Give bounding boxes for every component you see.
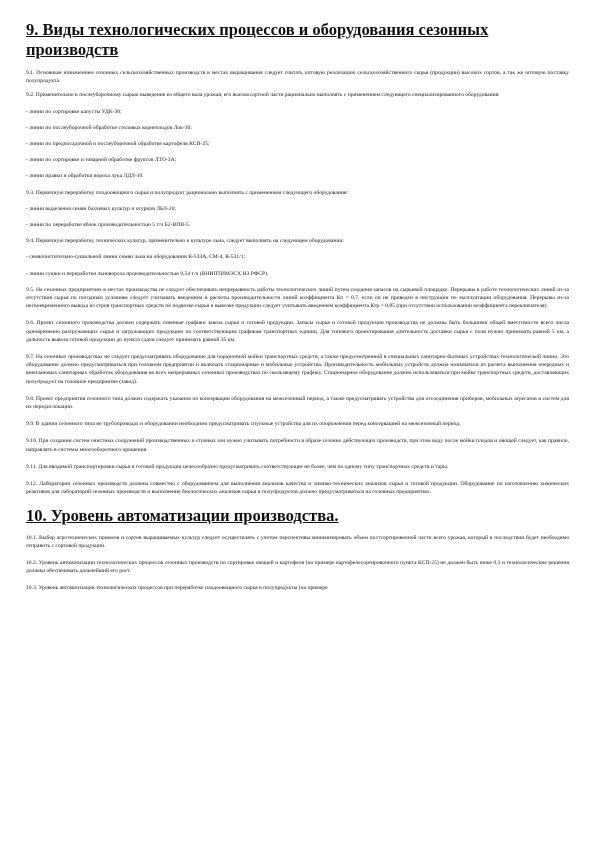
paragraph-9-5: 9.5. На сезонных предприятиях в местах производства не следует обеспечивать непрерывность работы технологических линий путем создания запасов на сырьевой площадке. Перерывы в работе технологических линий из-за отсутствия сырья по погодным условиям следует учитывать введением в расчеты производительности линий коэффициента Кп = 0,7, если он не приведен в инструкции по эксплуатации оборудования. Перерывы из-за несвоевременного вывода из строя транспортных средств по подвозке сырья и вывозке продукции следует учитывать введением коэффициента Ктр = 0,85 (при отсутствии использовании коэффициента переключателя).: [26, 286, 569, 310]
paragraph-10-1: 10.1. Выбор агротехнических приемов и сортов выращиваемых культур следует осуществлять с учетом перспективы минимизировать объем постсортировочной части всего урожая, который в последствии будет необходимо отправить с сортовой продукции.: [26, 534, 569, 549]
paragraph-9-1: 9.1. Основным назначением сезонных сельскохозяйственных производств в местах выращивания следует считать оптовую реализацию сельскохозяйственного сырья (продукции) высоких сортов, а так же оптовую поставку полупродукта.: [26, 70, 569, 85]
list-item: - линии по переработке яблок производительностью 5 т/ч Б2-ВПЯ-5.: [26, 222, 191, 229]
paragraph-9-2: 9.2. Применительно к послеуборочному сырью выведение из общего вала урожая, его высокосортной части рационально выполнять с применением следующего специализированного оборудования:: [26, 92, 500, 99]
list-item: - линии по послеуборочной обработке столовых корнеплодов Лок-30;: [26, 124, 192, 131]
list-item: - линии сушки и переработки льновороха производительностью 0,54 т/ч (ВНИПТИМЭСХ НЗ РФСР).: [26, 270, 269, 277]
paragraph-9-7: 9.7. На сезонных производствах не следует предусматривать оборудование для порционной мойки транспортных средств, а также предусмотренной в специальных санитарно-бытовых устройствах технологической линии. Это оборудование должно предусматриваться при головном предприятии и включать стационарные и мобильные устройства. Производительность мобильных устройств должна назначаться из расчета выполнения очередных и внеплановых санитарных обработок оборудования во всех непрерывных сезонных производствах по скользящему графику. Стационарное оборудование должно использоваться при мойке транспортных средств, доставляющих полупродукт на головное предприятие (завод).: [26, 354, 569, 385]
paragraph-9-10: 9.10. При создании систем очистных сооружений производственных и сточных зон нужно учитывать потребности в образе сезонно действующих производств, при этом воду после мойки плодов и овощей следует, как правило, направлять в системы многооборотного орошения.: [26, 438, 569, 453]
paragraph-9-12: 9.12. Лаборатории сезонных производств должны совместно с оборудованием для выполнения анализов качества и химико-технических анализов сырья и готовой продукции. Оборудование по изготовлению химических реактивов для лабораторий сезонных производств и выполнение биологических анализов сырья и полупродуктов должно предусматриваться на головных предприятиях.: [26, 481, 569, 496]
paragraph-10-2: 10.2. Уровень автоматизации технологических процессов сезонных производств по сортировке овощей и картофеля (на примере картофелесортировочного пункта КСП-25) не должен быть ниже 0,3 и технологические решения должны обеспечивать дальнейший его рост.: [26, 559, 569, 575]
paragraph-9-9: 9.9. В здании сезонного типа не трубопроводах и оборудовании необходимо предусматривать спускные устройства для их опорожнения перед консервацией на межсезонный период.: [26, 421, 461, 428]
paragraph-9-8: 9.8. Проект предприятия сезонного типа должен содержать указания по консервации оборудования на межсезонный период, а также предусматривать устройства для отсоединения приборов, мобильных агрегатов и систем для их передислокации.: [26, 395, 569, 411]
paragraph-9-4: 9.4. Первичную переработку технических культур, применительно к культуре льна, следует выполнять на следующем оборудовании:: [26, 238, 344, 245]
paragraph-9-6: 9.6. Проект сезонного производства должен содержать сменные графики завоза сырья и готовой продукции. Запасы сырья и готовой продукции производства не должны быть большими общей вместимости всего числа одновременно разгружающих сырье и загружающих продукцию по соответствующим графикам транспортных единиц. Для типового проектирования длительность доставки сырья с поля нужно принимать равной 5 км, а дальность вывоза готовой продукции до пункта сдачи следует принимать равной 35 км.: [26, 320, 569, 343]
list-item: - линии правки и обработки вороха лука ЛДЛ-10.: [26, 173, 144, 180]
paragraph-10-3: 10.3. Уровень автоматизации технологических процессов при переработке плодоовощного сырья в полупродукты (на примере: [26, 585, 328, 592]
list-item: - линии по сортировке и товарной обработке фруктов ЛТО-3А;: [26, 157, 177, 164]
list-item: - линии по предпосадочной и послеуборочной обработке картофеля КСП-25;: [26, 141, 210, 148]
list-item: - линии выделения семян бахчевых культур и огурцов ЛБЛ-20;: [26, 205, 176, 212]
list-item: - линии по сортировке капусты УДК-30;: [26, 108, 122, 115]
list-item: - семяочистительно-сушильной линии семян льна на оборудовании К-5ЗЗА, СМ-4, К-531/1;: [26, 254, 246, 261]
section-10-title: 10. Уровень автоматизации производства.: [26, 505, 339, 525]
paragraph-9-3: 9.3. Первичную переработку плодоовощного сырья и полупродукт рационально выполнять с применением следующего оборудования:: [26, 189, 348, 196]
section-9-title: 9. Виды технологических процессов и оборудования сезонных производств: [26, 20, 489, 59]
paragraph-9-11: 9.11. Для вводимой транспортировки сырья и готовой продукции целесообразно предусматривать соответствующее не более, чем по одному типу транспортных средств и тары.: [26, 463, 449, 470]
